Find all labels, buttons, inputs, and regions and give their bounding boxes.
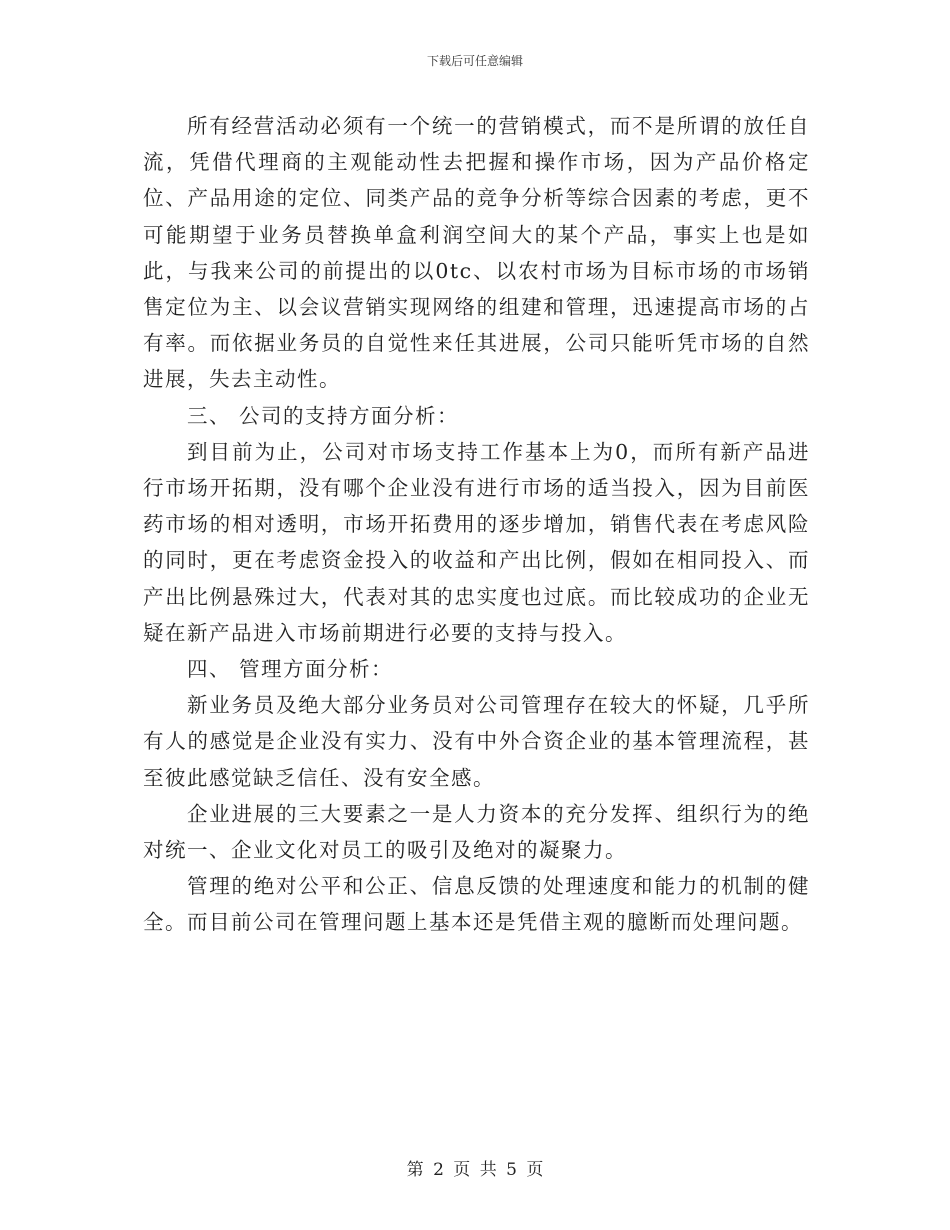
paragraph-development-factors: 企业进展的三大要素之一是人力资本的充分发挥、组织行为的绝对统一、企业文化对员工的吸引及绝对的凝聚力。 (143, 801, 810, 863)
section-heading-company-support: 三、 公司的支持方面分析： (187, 403, 460, 428)
page-number-footer: 第 2 页 共 5 页 (406, 1160, 544, 1180)
paragraph-management-doubts: 新业务员及绝大部分业务员对公司管理存在较大的怀疑，几乎所有人的感觉是企业没有实力、没有中外合资企业的基本管理流程，甚至彼此感觉缺乏信任、没有安全感。 (143, 693, 810, 790)
page-header: 下载后可任意编辑 (426, 54, 523, 68)
paragraph-marketing-model: 所有经营活动必须有一个统一的营销模式，而不是所谓的放任自流，凭借代理商的主观能动性去把握和操作市场，因为产品价格定位、产品用途的定位、同类产品的竞争分析等综合因素的考虑，更不可能期望于业务员替换单盒利润空间大的某个产品，事实上也是如此，与我来公司的前提出的以0tc、以农村市场为目标市场的市场销售定位为主、以会议营销实现网络的组建和管理，迅速提高市场的占有率。而依据业务员的自觉性来任其进展，公司只能听凭市场的自然进展，失去主动性。 (143, 114, 810, 392)
document-body (143, 108, 810, 941)
paragraph-management-fairness: 管理的绝对公平和公正、信息反馈的处理速度和能力的机制的健全。而目前公司在管理问题上基本还是凭借主观的臆断而处理问题。 (143, 874, 810, 935)
section-heading-management: 四、 管理方面分析： (187, 657, 394, 682)
paragraph-company-support: 到目前为止，公司对市场支持工作基本上为0，而所有新产品进行市场开拓期，没有哪个企业没有进行市场的适当投入，因为目前医药市场的相对透明，市场开拓费用的逐步增加，销售代表在考虑风险的同时，更在考虑资金投入的收益和产出比例，假如在相同投入、而产出比例悬殊过大，代表对其的忠实度也过底。而比较成功的企业无疑在新产品进入市场前期进行必要的支持与投入。 (143, 439, 810, 645)
